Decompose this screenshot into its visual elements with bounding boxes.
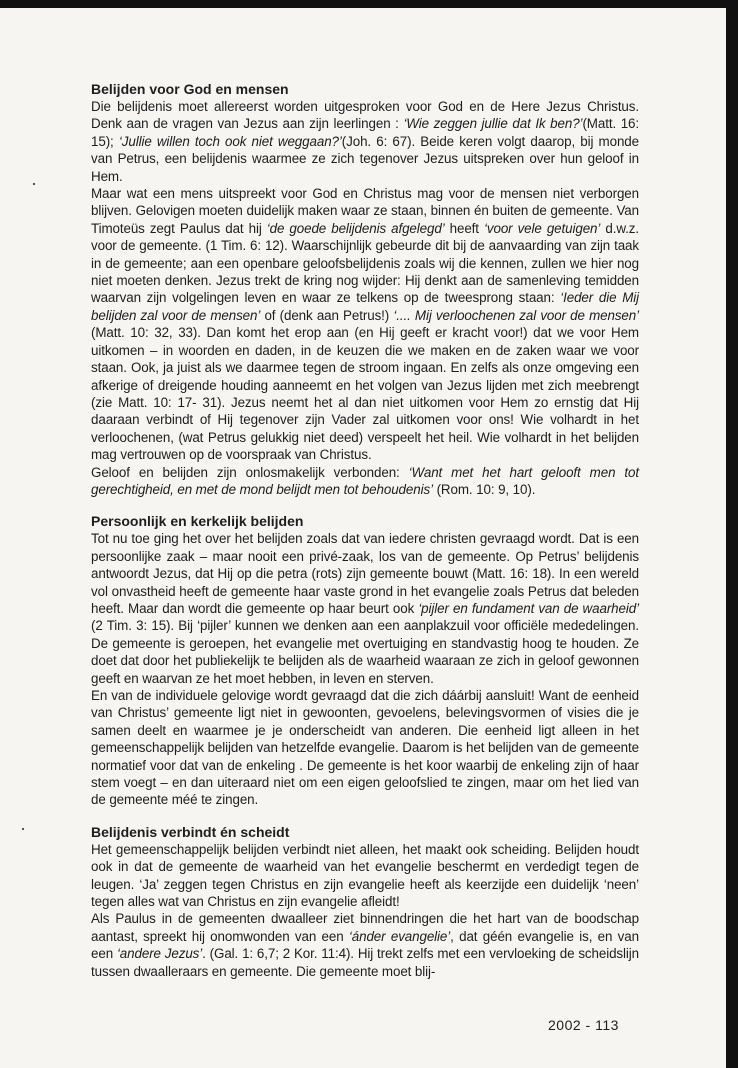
- paragraph: Maar wat een mens uitspreekt voor God en Christus mag voor de mensen niet verborgen blijven. Gelovigen moeten duidelijk maken waar ze staan, binnen én buiten de gemeente. Van Timoteüs zegt Paulus dat hij ‘de goede belijdenis afgelegd’ heeft ‘voor vele getuigen’ d.w.z. voor de gemeente. (1 Tim. 6: 12). Waarschijnlijk gebeurde dit bij de aanvaarding van zijn taak in de gemeente; aan een openbare geloofsbelijdenis zoals wij die kennen, zullen we hier nog niet moeten denken. Jezus trekt de kring nog wijder: Hij denkt aan de samenleving temidden waarvan zijn volgelingen leven en waar ze telkens op de tweesprong staan: ‘Ieder die Mij belijden zal voor de mensen’ of (denk aan Petrus!) ‘.... Mij verloochenen zal voor de mensen’ (Matt. 10: 32, 33). Dan komt het erop aan (en Hij geeft er kracht voor!) dat we voor Hem uitkomen – in woorden en daden, in de keuzen die we maken en de zaken waar we voor staan. Ook, ja juist als we daarmee tegen de stroom ingaan. En zelfs als onze omgeving een afkerige of dreigende houding aanneemt en het volgen van Jezus lijden met zich meebrengt (zie Matt. 10: 17- 31). Jezus neemt het al dan niet uitkomen voor Hem zo ernstig dat Hij daaraan verbindt of Hij tegenover zijn Vader zal uitkomen voor ons! Wie volhardt in het verloochenen, (wat Petrus gelukkig niet deed) verspeelt het heil. Wie volhardt in het belijden mag vertrouwen op de voorspraak van Christus.: [91, 186, 639, 463]
- paragraph: En van de individuele gelovige wordt gevraagd dat die zich dáárbij aansluit! Want de eenheid van Christus’ gemeente ligt niet in gewoonten, gevoelens, belevingsvormen of visies die je samen deelt en waarmee je je onderscheidt van anderen. Die eenheid ligt alleen in het gemeenschappelijk belijden van hetzelfde evangelie. Daarom is het belijden van de gemeente normatief voor dat van de enkeling . De gemeente is het koor waarbij de enkeling zijn of haar stem voegt – en dan uiteraard niet om een eigen geloofslied te zingen, maar om het lied van de gemeente méé te zingen.: [91, 688, 639, 808]
- italic-quote: ‘.... Mij verloochenen zal voor de mensen’: [393, 307, 639, 323]
- scan-speck: [33, 183, 35, 185]
- italic-quote: ‘Wie zeggen jullie dat Ik ben?’: [403, 116, 583, 132]
- scan-speck: [22, 828, 24, 830]
- page-number: 2002 - 113: [548, 1017, 619, 1033]
- scan-right-border: [726, 0, 738, 1068]
- italic-quote: ‘de goede belijdenis afgelegd’: [266, 220, 445, 236]
- italic-quote: ‘andere Jezus’: [116, 946, 203, 962]
- scan-top-border: [0, 0, 738, 8]
- paragraph: Die belijdenis moet allereerst worden uitgesproken voor God en de Here Jezus Christus. Denk aan de vragen van Jezus aan zijn leerlingen : ‘Wie zeggen jullie dat Ik ben?’(Matt. 16: 15); ‘Jullie willen toch ook niet weggaan?’(Joh. 6: 67). Beide keren volgt daarop, bij monde van Petrus, een belijdenis waarmee ze zich tegenover Jezus uitspreken over hun geloof in Hem.: [91, 99, 640, 184]
- section-heading: Belijdenis verbindt én scheidt: [91, 823, 290, 840]
- italic-quote: ‘ánder evangelie’: [348, 928, 451, 944]
- paragraph: Geloof en belijden zijn onlosmakelijk verbonden: ‘Want met het hart gelooft men tot gerechtigheid, en met de mond belijdt men tot behoudenis’ (Rom. 10: 9, 10).: [91, 464, 639, 497]
- paragraph: Als Paulus in de gemeenten dwaalleer ziet binnendringen die het hart van de boodschap aantast, spreekt hij onomwonden van een ‘ánder evangelie’, dat géén evangelie is, en van een ‘andere Jezus’. (Gal. 1: 6,7; 2 Kor. 11:4). Hij trekt zelfs met een vervloeking de scheidslijn tussen dwaalleraars en gemeente. Die gemeente moet blij-: [91, 911, 639, 979]
- paragraph: Het gemeenschappelijk belijden verbindt niet alleen, het maakt ook scheiding. Belijden houdt ook in dat de gemeente de waarheid van het evangelie beschermt en verdedigt tegen de leugen. ‘Ja’ zeggen tegen Christus en zijn evangelie heeft als keerzijde een duidelijk ‘neen’ tegen alles wat van Christus en zijn evangelie afleidt!: [91, 841, 639, 910]
- italic-quote: ‘Jullie willen toch ook niet weggaan?’: [118, 133, 342, 149]
- italic-quote: ‘pijler en fundament van de waarheid’: [418, 600, 639, 616]
- italic-quote: ‘Ieder die Mij belijden zal voor de mensen’: [91, 290, 639, 323]
- article-page: [91, 80, 639, 994]
- section-heading: Belijden voor God en mensen: [91, 81, 289, 97]
- section-persoonlijk-kerkelijk: [91, 512, 639, 809]
- italic-quote: ‘voor vele getuigen’: [484, 220, 601, 236]
- italic-quote: ‘Want met het hart gelooft men tot gerechtigheid, en met de mond belijdt men tot behoudenis’: [91, 464, 639, 497]
- paragraph: Tot nu toe ging het over het belijden zoals dat van iedere christen gevraagd wordt. Dat is een persoonlijke zaak – maar nooit een privé-zaak, los van de gemeente. Op Petrus’ belijdenis antwoordt Jezus, dat Hij op die petra (rots) zijn gemeente bouwt (Matt. 16: 18). In een wereld vol onvastheid heeft de gemeente haar vaste grond in het evangelie zoals Petrus dat beleden heeft. Maar dan wordt die gemeente op haar beurt ook ‘pijler en fundament van de waarheid’ (2 Tim. 3: 15). Bij ‘pijler’ kunnen we denken aan een aanplakzuil voor officiële mededelingen. De gemeente is geroepen, het evangelie met overtuiging en standvastig hoog te houden. Ze doet dat door het publiekelijk te belijden als de waarheid waaraan ze zich in geloof gewonnen geeft en waarvan ze het moet hebben, in leven en sterven.: [91, 531, 639, 686]
- section-heading: Persoonlijk en kerkelijk belijden: [91, 513, 304, 530]
- section-belijden-voor-god: [91, 80, 639, 498]
- section-verbindt-scheidt: [91, 823, 639, 980]
